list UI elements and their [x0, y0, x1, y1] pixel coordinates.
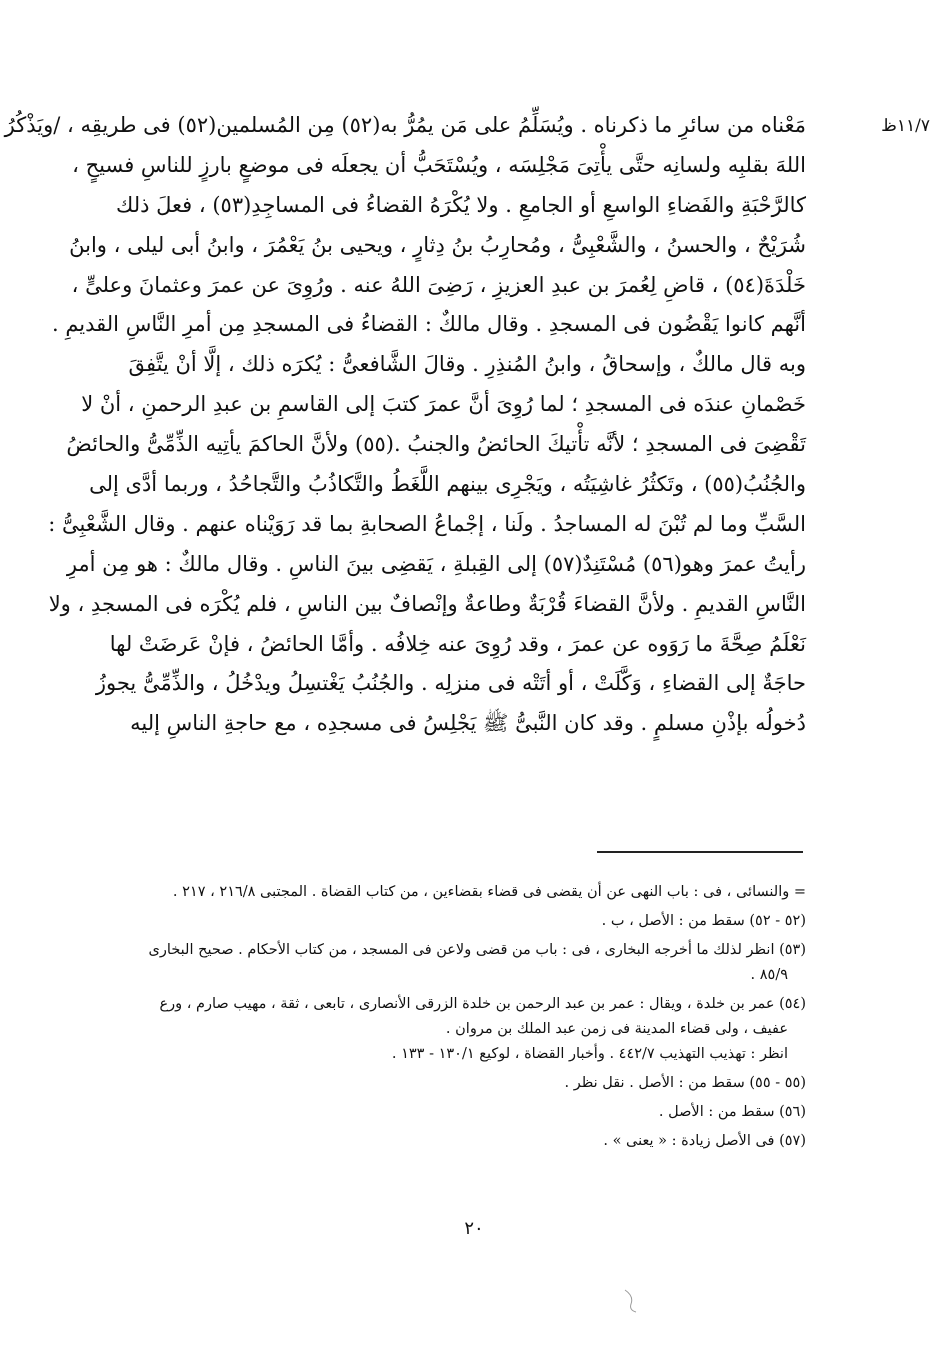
footnote-line: = والنسائى ، فى : باب النهى عن أن يقضى فى قضاء بقضاءين ، من كتاب القضاة . المجتبى ٢١٦/٨ ، ٢١٧ . — [172, 884, 806, 900]
body-line: رأيتُ عمرَ وهو(٥٦) مُسْتَنِدٌ(٥٧) إلى القِبلةِ ، يَقضِى بينَ الناسِ . وقال مالكٌ : هو مِن أمرِ — [66, 551, 806, 576]
footnote-line: (٥٣) انظر لذلك ما أخرجه البخارى ، فى : باب من قضى ولاعن فى المسجد ، من كتاب الأحكام . صحيح البخارى — [148, 942, 806, 958]
page-number: ٢٠ — [464, 1218, 484, 1239]
body-line: مَعْناه من سائرِ ما ذكرناه . ويُسَلِّمُ على مَن يمُرُّ به(٥٢) مِن المُسلمين(٥٢) فى طريقِه ، /ويَذْكُرُ — [4, 113, 806, 137]
main-text-block — [4, 106, 806, 744]
body-line: خَصْمانِ عندَه فى المسجدِ ؛ لما رُوِىَ أنَّ عمرَ كتبَ إلى القاسمِ بن عبدِ الرحمنِ ، أنْ لا — [81, 392, 806, 417]
body-line: نَعْلَمُ صِحَّةَ ما رَوَوه عن عمرَ ، وقد رُوِىَ عنه خِلافُه . وأمَّا الحائضُ ، فإنْ عَرضَتْ لها — [109, 631, 806, 656]
footnote-line: انظر : تهذيب التهذيب ٤٤٢/٧ . وأخبار القضاة ، لوكيع ١٣٠/١ - ١٣٣ . — [391, 1046, 788, 1062]
footnote-line: (٥٦) سقط من : الأصل . — [658, 1104, 806, 1120]
body-line: كالرَّحْبَةِ والفَضاءِ الواسعِ أو الجامعِ . ولا يُكْرَهُ القضاءُ فى المساجِدِ(٥٣) ، فعلَ ذلك — [116, 192, 806, 217]
footnote-separator — [597, 851, 803, 853]
body-line: النَّاسِ القديمِ . ولأنَّ القضاءَ قُرْبَةٌ وطاعةٌ وإنْصافٌ بين الناسِ ، فلم يُكْرَه فى المسجدِ ، ولا — [48, 591, 806, 616]
body-line: دُخولُه بإذْنِ مسلمٍ . وقد كان النَّبىُّ ﷺ يَجْلِسُ فى مسجدِه ، مع حاجةِ الناسِ إليه — [130, 711, 806, 736]
body-line: اللهَ بقلبِه ولسانِه حتَّى يأْتِىَ مَجْلِسَه ، ويُسْتَحَبُّ أن يجعلَه فى موضعٍ بارزٍ للناسِ فسيحٍ ، — [72, 152, 806, 177]
scan-mark-icon — [622, 1288, 640, 1314]
manuscript-folio-reference: ١١/٧ظ — [881, 116, 930, 136]
body-line: والجُنُبُ(٥٥) ، وتَكثُرُ غاشِيَتُه ، ويَجْرِى بينهم اللَّغَطُ والتَّكاذُبُ والتَّجاحُدُ ، وربما أدَّى إلى — [89, 472, 806, 497]
body-line: شُرَيْحٌ ، والحسنُ ، والشَّعْبِىُّ ، ومُحارِبُ بنُ دِثارٍ ، ويحيى بنُ يَعْمُرَ ، وابنُ أبى ليلى ، وابنُ — [69, 232, 806, 257]
footnote-line: عفيف ، ولى قضاء المدينة فى زمن عبد الملك بن مروان . — [445, 1021, 788, 1037]
footnote-line: (٥٧) فى الأصل زيادة : « يعنى » . — [603, 1133, 806, 1149]
footnote-line: ٨٥/٩ . — [750, 967, 788, 983]
body-line: وبه قال مالكٌ ، وإسحاقُ ، وابنُ المُنذِرِ . وقالَ الشَّافعىُّ : يُكرَه ذلك ، إلَّا أنْ يتَّفِقَ — [128, 352, 806, 377]
body-line: خَلْدَةَ(٥٤) ، قاضِ لِعُمرَ بن عبدِ العزيزِ ، رَضِىَ اللهُ عنه . ورُوِىَ عن عمرَ وعثمانَ وعلىٍّ ، — [71, 272, 806, 297]
footnote-line: (٥٢ - ٥٢) سقط من : الأصل ، ب . — [601, 913, 806, 929]
footnotes-block — [128, 880, 806, 1154]
footnote-line: (٥٤) عمر بن خلدة ، ويقال : عمر بن عبد الرحمن بن خلدة الزرقى الأنصارى ، تابعى ، ثقة ، مهيب صارم ، ورع — [159, 996, 806, 1012]
footnote-line: (٥٥ - ٥٥) سقط من : الأصل . نقل نظر . — [564, 1075, 806, 1091]
body-line: السَّبِّ وما لم تُبْنَ له المساجدُ . ولَنا ، إجْماعُ الصحابةِ بما قد رَوَيْناه عنهم . وقال الشَّعْبِىُّ : — [48, 511, 806, 536]
body-line: تَقْضِىَ فى المسجدِ ؛ لأنَّه تأْتيكَ الحائضُ والجنبُ .(٥٥) ولأنَّ الحاكمَ يأتِيه الذِّمِّىُّ والحائضُ — [66, 432, 806, 457]
body-line: حاجَةٌ إلى القضاءِ ، وَكَّلَتْ ، أو أتَتْه فى منزلِه . والجُنُبُ يَغْتسِلُ ويدْخُلُ ، والذِّمِّىُّ يجوزُ — [95, 671, 806, 696]
body-line: أنَّهم كانوا يَقْضُون فى المسجدِ . وقال مالكٌ : القضاءُ فى المسجدِ مِن أمرِ النَّاسِ القديمِ . — [51, 312, 806, 337]
